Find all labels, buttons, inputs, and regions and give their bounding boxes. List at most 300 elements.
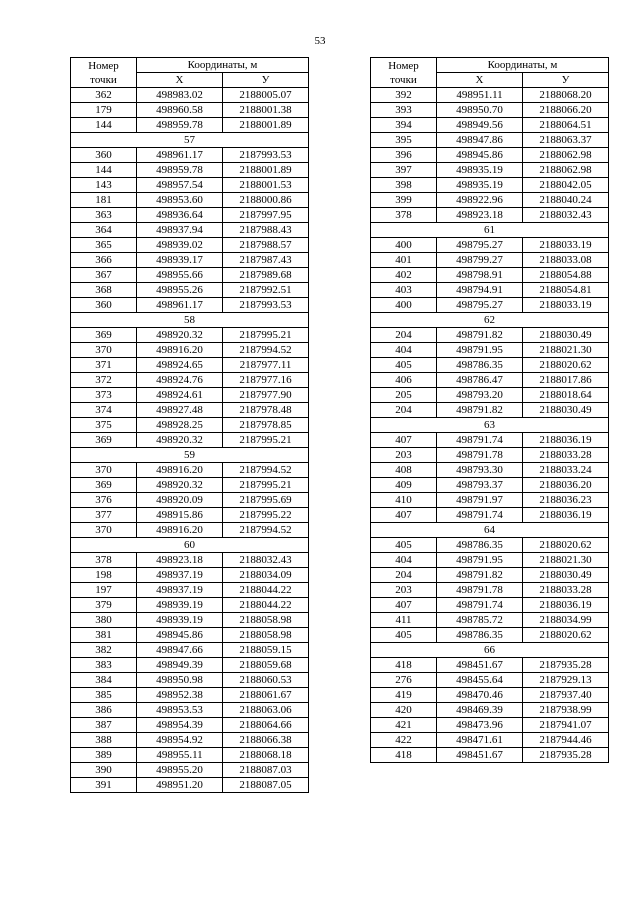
point-number-cell: 198 [71,568,137,583]
x-coordinate-cell: 498955.66 [137,268,223,283]
y-coordinate-cell: 2188020.62 [523,538,609,553]
y-coordinate-cell: 2188020.62 [523,628,609,643]
point-number-cell: 422 [371,733,437,748]
table-row [371,628,609,643]
x-coordinate-cell: 498937.94 [137,223,223,238]
point-number-cell: 405 [371,628,437,643]
x-coordinate-cell: 498795.27 [437,238,523,253]
table-row [71,373,309,388]
table-row [371,658,609,673]
table-row [371,748,609,763]
y-coordinate-cell: 2187937.40 [523,688,609,703]
table-row [71,343,309,358]
table-row [371,253,609,268]
y-coordinate-cell: 2188040.24 [523,193,609,208]
x-coordinate-cell: 498939.19 [137,598,223,613]
point-number-cell: 367 [71,268,137,283]
table-row [371,718,609,733]
x-coordinate-cell: 498928.25 [137,418,223,433]
table-row [71,223,309,238]
table-row [71,598,309,613]
x-coordinate-cell: 498939.17 [137,253,223,268]
table-row [71,268,309,283]
point-number-cell: 363 [71,208,137,223]
object-number: 60 [71,538,309,553]
object-group-row [71,448,309,463]
y-coordinate-cell: 2188044.22 [223,583,309,598]
x-coordinate-cell: 498955.11 [137,748,223,763]
point-number-cell: 372 [71,373,137,388]
point-number-cell: 419 [371,688,437,703]
x-coordinate-cell: 498791.74 [437,433,523,448]
x-coordinate-cell: 498954.92 [137,733,223,748]
table-row [71,628,309,643]
object-group-row [71,538,309,553]
x-coordinate-cell: 498451.67 [437,658,523,673]
x-coordinate-cell: 498791.78 [437,583,523,598]
table-row [71,568,309,583]
coordinates-header: Координаты, м [137,58,309,73]
table-row [71,328,309,343]
table-row [371,103,609,118]
object-number: 63 [371,418,609,433]
x-coordinate-cell: 498953.53 [137,703,223,718]
y-coordinate-cell: 2188054.81 [523,283,609,298]
point-number-cell: 389 [71,748,137,763]
point-number-cell: 394 [371,118,437,133]
table-row [71,403,309,418]
y-coordinate-cell: 2187994.52 [223,463,309,478]
x-coordinate-cell: 498947.66 [137,643,223,658]
x-coordinate-cell: 498786.35 [437,358,523,373]
x-coordinate-cell: 498927.48 [137,403,223,418]
table-row [371,193,609,208]
table-row [71,103,309,118]
y-coordinate-cell: 2188034.99 [523,613,609,628]
point-number-cell: 420 [371,703,437,718]
y-coordinate-cell: 2188033.19 [523,238,609,253]
table-row [71,508,309,523]
x-coordinate-cell: 498952.38 [137,688,223,703]
x-coordinate-cell: 498951.11 [437,88,523,103]
y-coordinate-cell: 2188036.19 [523,433,609,448]
point-number-cell: 378 [371,208,437,223]
table-row [371,508,609,523]
x-coordinate-cell: 498950.70 [437,103,523,118]
y-coordinate-cell: 2187993.53 [223,148,309,163]
table-row [371,433,609,448]
x-coordinate-cell: 498473.96 [437,718,523,733]
point-number-cell: 370 [71,343,137,358]
point-number-cell: 399 [371,193,437,208]
x-coordinate-cell: 498791.78 [437,448,523,463]
object-group-row [371,643,609,658]
x-coordinate-cell: 498920.32 [137,433,223,448]
table-row [71,703,309,718]
x-coordinate-cell: 498916.20 [137,463,223,478]
y-coordinate-cell: 2188060.53 [223,673,309,688]
table-row [371,463,609,478]
point-number-cell: 203 [371,448,437,463]
table-row [371,88,609,103]
point-number-cell: 204 [371,403,437,418]
point-number-cell: 406 [371,373,437,388]
y-coordinate-cell: 2188063.37 [523,133,609,148]
y-coordinate-cell: 2188044.22 [223,598,309,613]
point-number-header [71,58,137,88]
y-coordinate-cell: 2188066.20 [523,103,609,118]
table-row [71,238,309,253]
x-coordinate-cell: 498951.20 [137,778,223,793]
table-row [371,268,609,283]
y-coordinate-cell: 2188033.19 [523,298,609,313]
y-coordinate-cell: 2188036.19 [523,508,609,523]
x-coordinate-cell: 498955.20 [137,763,223,778]
x-coordinate-cell: 498935.19 [437,178,523,193]
y-coordinate-cell: 2187994.52 [223,523,309,538]
x-coordinate-cell: 498945.86 [437,148,523,163]
point-number-cell: 362 [71,88,137,103]
table-row [71,88,309,103]
y-coordinate-cell: 2188042.05 [523,178,609,193]
table-row [371,163,609,178]
y-coordinate-cell: 2188059.68 [223,658,309,673]
point-number-cell: 376 [71,493,137,508]
point-number-cell: 368 [71,283,137,298]
point-header-line-2: точки [390,73,417,86]
y-coordinate-cell: 2188062.98 [523,148,609,163]
point-number-cell: 402 [371,268,437,283]
table-row [71,778,309,793]
object-group-row [371,313,609,328]
point-number-cell: 383 [71,658,137,673]
point-number-cell: 397 [371,163,437,178]
y-coordinate-cell: 2188064.51 [523,118,609,133]
x-coordinate-cell: 498920.32 [137,478,223,493]
x-coordinate-cell: 498920.32 [137,328,223,343]
table-row [371,688,609,703]
point-number-cell: 369 [71,478,137,493]
x-coordinate-cell: 498961.17 [137,148,223,163]
table-row [71,148,309,163]
y-coordinate-cell: 2188058.98 [223,613,309,628]
object-number: 58 [71,313,309,328]
x-coordinate-cell: 498957.54 [137,178,223,193]
x-header: X [137,73,223,88]
point-number-cell: 143 [71,178,137,193]
y-coordinate-cell: 2188033.28 [523,448,609,463]
table-row [371,358,609,373]
y-coordinate-cell: 2187995.21 [223,328,309,343]
x-coordinate-cell: 498924.65 [137,358,223,373]
point-number-cell: 366 [71,253,137,268]
x-coordinate-cell: 498791.82 [437,328,523,343]
point-number-cell: 395 [371,133,437,148]
x-coordinate-cell: 498961.17 [137,298,223,313]
x-coordinate-cell: 498793.37 [437,478,523,493]
table-row [371,613,609,628]
table-row [371,538,609,553]
table-row [371,328,609,343]
x-coordinate-cell: 498920.09 [137,493,223,508]
y-coordinate-cell: 2188001.89 [223,118,309,133]
y-coordinate-cell: 2188036.19 [523,598,609,613]
point-number-cell: 407 [371,598,437,613]
y-coordinate-cell: 2187997.95 [223,208,309,223]
y-coordinate-cell: 2188063.06 [223,703,309,718]
table-row [71,673,309,688]
point-number-cell: 418 [371,748,437,763]
x-coordinate-cell: 498791.74 [437,598,523,613]
x-coordinate-cell: 498947.86 [437,133,523,148]
x-coordinate-cell: 498471.61 [437,733,523,748]
y-coordinate-cell: 2187995.69 [223,493,309,508]
y-coordinate-cell: 2188066.38 [223,733,309,748]
object-group-row [371,523,609,538]
y-coordinate-cell: 2188018.64 [523,388,609,403]
y-coordinate-cell: 2187935.28 [523,748,609,763]
point-number-cell: 181 [71,193,137,208]
table-row [371,568,609,583]
table-row [71,763,309,778]
table-row [371,598,609,613]
point-number-cell: 370 [71,523,137,538]
point-number-header [371,58,437,88]
y-coordinate-cell: 2187992.51 [223,283,309,298]
object-group-row [371,418,609,433]
table-row [371,298,609,313]
point-number-cell: 398 [371,178,437,193]
table-row [71,358,309,373]
table-row [71,733,309,748]
y-coordinate-cell: 2187993.53 [223,298,309,313]
point-number-cell: 360 [71,298,137,313]
x-coordinate-cell: 498983.02 [137,88,223,103]
point-number-cell: 404 [371,553,437,568]
y-coordinate-cell: 2187977.90 [223,388,309,403]
y-header: У [523,73,609,88]
table-row [71,583,309,598]
y-coordinate-cell: 2188005.07 [223,88,309,103]
point-number-cell: 373 [71,388,137,403]
point-header-line-2: точки [90,73,117,86]
point-number-cell: 364 [71,223,137,238]
y-coordinate-cell: 2188068.18 [223,748,309,763]
y-coordinate-cell: 2188001.53 [223,178,309,193]
point-number-cell: 375 [71,418,137,433]
point-number-cell: 393 [371,103,437,118]
table-row [371,388,609,403]
x-coordinate-cell: 498936.64 [137,208,223,223]
y-coordinate-cell: 2188032.43 [523,208,609,223]
x-coordinate-cell: 498949.56 [437,118,523,133]
y-coordinate-cell: 2188036.23 [523,493,609,508]
point-number-cell: 400 [371,238,437,253]
header-row [71,58,309,73]
x-coordinate-cell: 498793.20 [437,388,523,403]
x-coordinate-cell: 498955.26 [137,283,223,298]
point-number-cell: 384 [71,673,137,688]
point-number-cell: 407 [371,433,437,448]
coordinates-table-left [70,57,309,793]
table-row [71,478,309,493]
table-row [71,388,309,403]
x-coordinate-cell: 498915.86 [137,508,223,523]
table-row [71,253,309,268]
point-number-cell: 360 [71,148,137,163]
y-coordinate-cell: 2188001.89 [223,163,309,178]
point-number-cell: 204 [371,328,437,343]
table-row [371,118,609,133]
y-coordinate-cell: 2188062.98 [523,163,609,178]
point-number-cell: 392 [371,88,437,103]
point-number-cell: 276 [371,673,437,688]
y-coordinate-cell: 2187995.21 [223,478,309,493]
x-header: X [437,73,523,88]
y-coordinate-cell: 2188054.88 [523,268,609,283]
y-coordinate-cell: 2188034.09 [223,568,309,583]
point-number-cell: 405 [371,358,437,373]
table-row [71,208,309,223]
x-coordinate-cell: 498791.97 [437,493,523,508]
point-header-line-1: Номер [88,59,119,72]
table-row [71,418,309,433]
x-coordinate-cell: 498786.35 [437,628,523,643]
point-number-cell: 382 [71,643,137,658]
point-number-cell: 371 [71,358,137,373]
y-coordinate-cell: 2188032.43 [223,553,309,568]
x-coordinate-cell: 498954.39 [137,718,223,733]
y-coordinate-cell: 2187978.48 [223,403,309,418]
point-number-cell: 380 [71,613,137,628]
point-number-cell: 407 [371,508,437,523]
point-number-cell: 396 [371,148,437,163]
point-number-cell: 374 [71,403,137,418]
table-row [71,193,309,208]
table-row [71,688,309,703]
point-number-cell: 391 [71,778,137,793]
y-coordinate-cell: 2187941.07 [523,718,609,733]
y-coordinate-cell: 2188020.62 [523,358,609,373]
y-coordinate-cell: 2188033.08 [523,253,609,268]
y-coordinate-cell: 2188021.30 [523,343,609,358]
point-number-cell: 378 [71,553,137,568]
point-number-cell: 410 [371,493,437,508]
table-row [71,283,309,298]
table-row [371,238,609,253]
coordinates-table-right [370,57,609,763]
y-coordinate-cell: 2188068.20 [523,88,609,103]
x-coordinate-cell: 498959.78 [137,163,223,178]
table-row [71,553,309,568]
y-coordinate-cell: 2188087.03 [223,763,309,778]
table-row [371,493,609,508]
x-coordinate-cell: 498950.98 [137,673,223,688]
point-number-cell: 405 [371,538,437,553]
point-number-cell: 404 [371,343,437,358]
table-row [71,613,309,628]
object-number: 61 [371,223,609,238]
y-coordinate-cell: 2188021.30 [523,553,609,568]
point-number-cell: 408 [371,463,437,478]
object-number: 66 [371,643,609,658]
x-coordinate-cell: 498916.20 [137,343,223,358]
x-coordinate-cell: 498794.91 [437,283,523,298]
y-coordinate-cell: 2187987.43 [223,253,309,268]
table-row [371,343,609,358]
y-coordinate-cell: 2188087.05 [223,778,309,793]
point-number-cell: 370 [71,463,137,478]
point-number-cell: 403 [371,283,437,298]
x-coordinate-cell: 498451.67 [437,748,523,763]
point-number-cell: 203 [371,583,437,598]
table-row [371,133,609,148]
table-row [71,718,309,733]
y-coordinate-cell: 2187944.46 [523,733,609,748]
x-coordinate-cell: 498791.95 [437,553,523,568]
header-row [371,58,609,73]
x-coordinate-cell: 498949.39 [137,658,223,673]
y-coordinate-cell: 2187978.85 [223,418,309,433]
object-group-row [371,223,609,238]
y-coordinate-cell: 2188064.66 [223,718,309,733]
table-row [371,208,609,223]
table-row [371,448,609,463]
x-coordinate-cell: 498791.82 [437,568,523,583]
object-group-row [71,313,309,328]
y-coordinate-cell: 2188033.28 [523,583,609,598]
x-coordinate-cell: 498945.86 [137,628,223,643]
x-coordinate-cell: 498785.72 [437,613,523,628]
point-number-cell: 386 [71,703,137,718]
y-coordinate-cell: 2188030.49 [523,403,609,418]
x-coordinate-cell: 498959.78 [137,118,223,133]
x-coordinate-cell: 498791.95 [437,343,523,358]
point-number-cell: 144 [71,118,137,133]
y-coordinate-cell: 2187994.52 [223,343,309,358]
y-coordinate-cell: 2187935.28 [523,658,609,673]
point-number-cell: 179 [71,103,137,118]
x-coordinate-cell: 498470.46 [437,688,523,703]
x-coordinate-cell: 498455.64 [437,673,523,688]
table-row [371,403,609,418]
table-row [371,478,609,493]
x-coordinate-cell: 498923.18 [137,553,223,568]
y-header: У [223,73,309,88]
point-number-cell: 400 [371,298,437,313]
y-coordinate-cell: 2188033.24 [523,463,609,478]
x-coordinate-cell: 498960.58 [137,103,223,118]
table-row [371,673,609,688]
point-header-line-1: Номер [388,59,419,72]
y-coordinate-cell: 2187929.13 [523,673,609,688]
table-row [71,118,309,133]
point-number-cell: 205 [371,388,437,403]
y-coordinate-cell: 2187977.16 [223,373,309,388]
x-coordinate-cell: 498937.19 [137,568,223,583]
y-coordinate-cell: 2187988.57 [223,238,309,253]
x-coordinate-cell: 498791.74 [437,508,523,523]
x-coordinate-cell: 498469.39 [437,703,523,718]
object-number: 64 [371,523,609,538]
y-coordinate-cell: 2188030.49 [523,568,609,583]
table-row [71,643,309,658]
x-coordinate-cell: 498791.82 [437,403,523,418]
object-number: 59 [71,448,309,463]
table-row [71,748,309,763]
y-coordinate-cell: 2188030.49 [523,328,609,343]
x-coordinate-cell: 498786.35 [437,538,523,553]
